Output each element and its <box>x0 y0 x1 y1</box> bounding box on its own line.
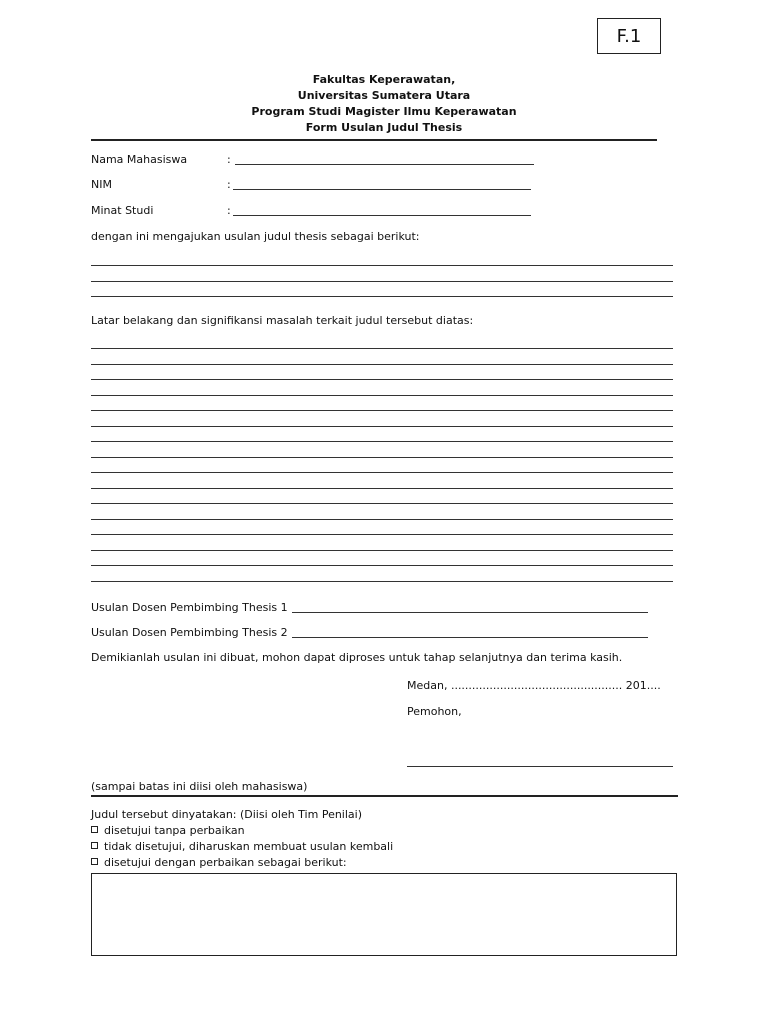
supervisor-2-label: Usulan Dosen Pembimbing Thesis 2 <box>91 626 288 639</box>
form-code-box: F.1 <box>597 18 661 54</box>
supervisor-2-field[interactable] <box>292 637 648 638</box>
writing-line[interactable] <box>91 281 673 282</box>
nama-colon: : <box>227 153 231 166</box>
writing-line[interactable] <box>91 550 673 551</box>
writing-line[interactable] <box>91 503 673 504</box>
option-rejected-label: tidak disetujui, diharuskan membuat usulan kembali <box>104 840 394 853</box>
section-divider <box>91 795 678 797</box>
writing-line[interactable] <box>91 265 673 266</box>
option-approved[interactable] <box>91 824 245 838</box>
writing-line[interactable] <box>91 488 673 489</box>
option-rejected[interactable] <box>91 840 393 854</box>
writing-line[interactable] <box>91 519 673 520</box>
writing-line[interactable] <box>91 395 673 396</box>
nama-mahasiswa-label: Nama Mahasiswa <box>91 153 188 166</box>
writing-line[interactable] <box>91 457 673 458</box>
nama-mahasiswa-field[interactable] <box>235 164 534 165</box>
program-name: Program Studi Magister Ilmu Keperawatan <box>251 105 517 118</box>
writing-line[interactable] <box>91 441 673 442</box>
writing-line[interactable] <box>91 410 673 411</box>
writing-line[interactable] <box>91 379 673 380</box>
signature-line[interactable] <box>407 766 673 767</box>
checkbox-icon[interactable] <box>91 858 98 865</box>
writing-line[interactable] <box>91 472 673 473</box>
writing-line[interactable] <box>91 581 673 582</box>
writing-line[interactable] <box>91 348 673 349</box>
faculty-name: Fakultas Keperawatan, <box>312 73 456 86</box>
background-text: Latar belakang dan signifikansi masalah terkait judul tersebut diatas: <box>91 314 474 327</box>
student-note: (sampai batas ini diisi oleh mahasiswa) <box>91 780 308 793</box>
university-name: Universitas Sumatera Utara <box>297 89 471 102</box>
closing-text: Demikianlah usulan ini dibuat, mohon dapat diproses untuk tahap selanjutnya dan terima kasih. <box>91 651 623 664</box>
supervisor-1-field[interactable] <box>292 612 648 613</box>
form-title: Form Usulan Judul Thesis <box>305 121 463 134</box>
option-approved-label: disetujui tanpa perbaikan <box>104 824 245 837</box>
nim-field[interactable] <box>233 189 531 190</box>
writing-line[interactable] <box>91 565 673 566</box>
nim-colon: : <box>227 178 231 191</box>
minat-colon: : <box>227 204 231 217</box>
checkbox-icon[interactable] <box>91 842 98 849</box>
assessment-title: Judul tersebut dinyatakan: (Diisi oleh Tim Penilai) <box>91 808 363 821</box>
writing-line[interactable] <box>91 296 673 297</box>
checkbox-icon[interactable] <box>91 826 98 833</box>
writing-line[interactable] <box>91 426 673 427</box>
nim-label: NIM <box>91 178 112 191</box>
option-approved-revision-label: disetujui dengan perbaikan sebagai berikut: <box>104 856 347 869</box>
writing-line[interactable] <box>91 534 673 535</box>
applicant-label: Pemohon, <box>407 705 462 718</box>
place-date: Medan, ................................................. 201.... <box>407 679 661 692</box>
header-divider <box>91 139 657 141</box>
supervisor-1-label: Usulan Dosen Pembimbing Thesis 1 <box>91 601 288 614</box>
revision-notes-box[interactable] <box>91 873 677 956</box>
option-approved-revision[interactable] <box>91 856 347 870</box>
minat-studi-label: Minat Studi <box>91 204 154 217</box>
writing-line[interactable] <box>91 364 673 365</box>
minat-studi-field[interactable] <box>233 215 531 216</box>
intro-text: dengan ini mengajukan usulan judul thesis sebagai berikut: <box>91 230 420 243</box>
